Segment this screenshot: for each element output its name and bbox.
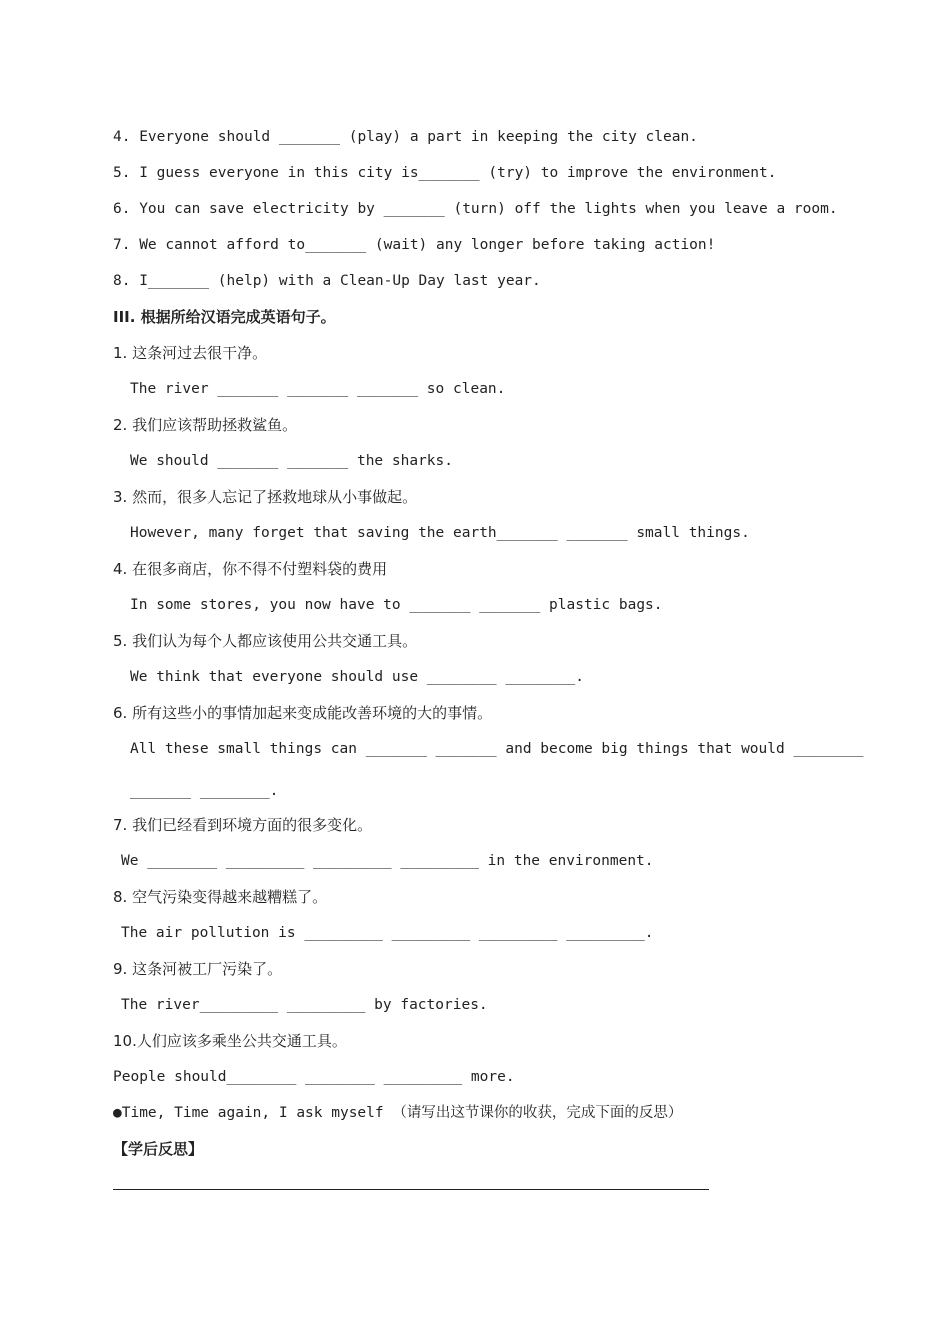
chinese-prompt: 10.人们应该多乘坐公共交通工具。 — [113, 1032, 347, 1050]
english-sentence: The river_________ _________ by factories. — [121, 997, 488, 1013]
exercise-item: 7. We cannot afford to_______ (wait) any longer before taking action! — [113, 237, 716, 253]
chinese-prompt: 7. 我们已经看到环境方面的很多变化。 — [113, 816, 373, 834]
english-sentence: We think that everyone should use ________ ________. — [130, 669, 584, 685]
chinese-prompt: 8. 空气污染变得越来越糟糕了。 — [113, 888, 328, 906]
english-sentence-continued: _______ ________. — [130, 783, 279, 799]
section-heading: III. 根据所给汉语完成英语句子。 — [113, 308, 336, 326]
chinese-prompt: 5. 我们认为每个人都应该使用公共交通工具。 — [113, 632, 418, 650]
exercise-item: 5. I guess everyone in this city is_______ (try) to improve the environment. — [113, 165, 777, 181]
chinese-prompt: 4. 在很多商店，你不得不付塑料袋的费用 — [113, 560, 388, 578]
reflection-prompt: ●Time, Time again, I ask myself （请写出这节课你的收获，完成下面的反思） — [113, 1105, 683, 1121]
english-sentence: We ________ _________ _________ _________ in the environment. — [121, 853, 654, 869]
english-sentence: People should________ ________ _________ more. — [113, 1069, 515, 1085]
english-sentence: We should _______ _______ the sharks. — [130, 453, 454, 469]
chinese-prompt: 2. 我们应该帮助拯救鲨鱼。 — [113, 416, 298, 434]
chinese-prompt: 9. 这条河被工厂污染了。 — [113, 960, 283, 978]
chinese-prompt: 6. 所有这些小的事情加起来变成能改善环境的大的事情。 — [113, 704, 493, 722]
english-sentence: In some stores, you now have to _______ _______ plastic bags. — [130, 597, 663, 613]
chinese-prompt: 1. 这条河过去很干净。 — [113, 344, 268, 362]
english-sentence: The air pollution is _________ _________ _________ _________. — [121, 925, 654, 941]
exercise-item: 4. Everyone should _______ (play) a part in keeping the city clean. — [113, 129, 698, 145]
english-sentence: All these small things can _______ _______ and become big things that would ________ — [130, 741, 864, 757]
english-sentence: However, many forget that saving the earth_______ _______ small things. — [130, 525, 750, 541]
exercise-item: 8. I_______ (help) with a Clean-Up Day last year. — [113, 273, 541, 289]
answer-line — [113, 1189, 709, 1190]
english-sentence: The river _______ _______ _______ so clean. — [130, 381, 506, 397]
exercise-item: 6. You can save electricity by _______ (turn) off the lights when you leave a room. — [113, 201, 838, 217]
reflection-heading: 【学后反思】 — [113, 1140, 204, 1158]
chinese-prompt: 3. 然而，很多人忘记了拯救地球从小事做起。 — [113, 488, 418, 506]
